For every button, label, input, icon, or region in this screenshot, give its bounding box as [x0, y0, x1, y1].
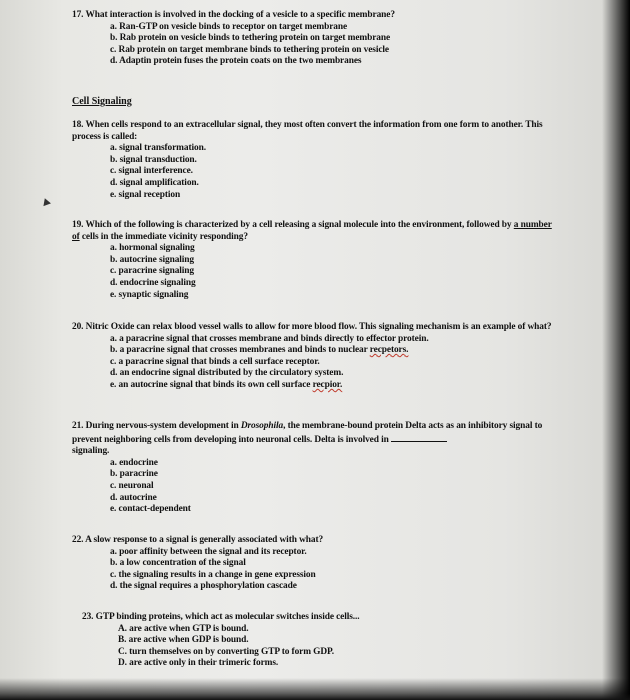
stem-italic: Drosophila [240, 421, 284, 431]
option-e: e. signal reception [110, 189, 181, 200]
question-stem [72, 421, 552, 458]
question-stem: 17. What interaction is involved in the docking of a vesicle to a specific membrane? [72, 10, 395, 20]
option-c: c. signal interference. [110, 166, 193, 177]
question-19 [72, 220, 552, 301]
option-d: d. autocrine [110, 492, 157, 503]
question-stem: 22. A slow response to a signal is generally associated with what? [72, 535, 324, 545]
option-b: b. paracrine [110, 469, 158, 480]
option-e [110, 380, 552, 392]
option-a: a. hormonal signaling [110, 243, 195, 254]
option-d: D. are active only in their trimeric forms. [118, 658, 279, 669]
question-stem: 23. GTP binding proteins, which act as molecular switches inside cells... [82, 612, 360, 622]
question-20 [72, 322, 552, 392]
flagged-word: recpior. [312, 379, 343, 390]
question-21 [72, 421, 552, 516]
option-d: d. signal amplification. [110, 177, 199, 188]
question-17 [72, 10, 552, 68]
option-c: c. the signaling results in a change in gene expression [110, 569, 316, 580]
stem-part-3: signaling. [72, 446, 110, 457]
option-text: b. a paracrine signal that crosses membranes and binds to nuclear [110, 345, 370, 356]
option-b: b. a low concentration of the signal [110, 558, 246, 569]
option-c: c. paracrine signaling [110, 266, 194, 277]
option-c: C. turn themselves on by converting GTP to form GDP. [118, 646, 335, 657]
question-23 [82, 612, 562, 670]
stem-part-1: 21. During nervous-system development in [72, 421, 241, 431]
option-c: c. a paracrine signal that binds a cell surface receptor. [110, 356, 320, 367]
option-d: d. the signal requires a phosphorylation cascade [110, 581, 297, 592]
option-a: a. poor affinity between the signal and its receptor. [110, 546, 307, 557]
option-c: c. Rab protein on target membrane binds to tethering protein on vesicle [110, 44, 389, 55]
cursor-icon [41, 197, 51, 206]
option-a: a. endocrine [110, 457, 158, 468]
option-d: d. an endocrine signal distributed by the circulatory system. [110, 368, 344, 379]
question-18 [72, 120, 552, 201]
stem-part-1: 19. Which of the following is characterized by a cell releasing a signal molecule into the environment, followed by [72, 220, 514, 230]
option-d: d. endocrine signaling [110, 277, 196, 288]
answer-blank [391, 433, 447, 442]
stem-part-2: , the membrane-bound protein Delta acts as an inhibitory signal to prevent neighboring cells from developing into neuronal cells. Delta is involved in [72, 421, 543, 445]
option-b [110, 345, 552, 357]
option-c: c. neuronal [110, 480, 154, 491]
option-a: a. Ran-GTP on vesicle binds to receptor on target membrane [110, 21, 348, 32]
page-bottom-shadow [0, 678, 630, 700]
question-stem: 20. Nitric Oxide can relax blood vessel walls to allow for more blood flow. This signaling mechanism is an example of what? [72, 322, 552, 332]
stem-part-2: cells in the immediate vicinity responding? [79, 231, 248, 242]
option-e: e. synaptic signaling [110, 289, 189, 300]
option-text: e. an autocrine signal that binds its own cell surface [110, 379, 313, 390]
option-b: b. signal transduction. [110, 154, 197, 165]
option-d: d. Adaptin protein fuses the protein coats on the two membranes [110, 56, 362, 67]
option-b: b. Rab protein on vesicle binds to tethering protein on target membrane [110, 33, 391, 44]
flagged-word: recpetors. [369, 345, 409, 356]
option-e: e. contact-dependent [110, 504, 191, 515]
question-22 [72, 535, 552, 593]
stem-underlined: a number of [72, 220, 552, 242]
option-a: a. signal transformation. [110, 143, 206, 154]
option-a: A. are active when GTP is bound. [118, 623, 249, 634]
option-b: B. are active when GDP is bound. [118, 635, 249, 646]
option-b: b. autocrine signaling [110, 254, 195, 265]
section-heading: Cell Signaling [72, 96, 132, 107]
question-stem: 18. When cells respond to an extracellular signal, they most often convert the information from one form to another. This process is called: [72, 120, 543, 142]
question-stem [72, 220, 552, 243]
option-a: a. a paracrine signal that crosses membrane and binds directly to effector protein. [110, 333, 429, 344]
page-edge-shadow [602, 0, 630, 700]
